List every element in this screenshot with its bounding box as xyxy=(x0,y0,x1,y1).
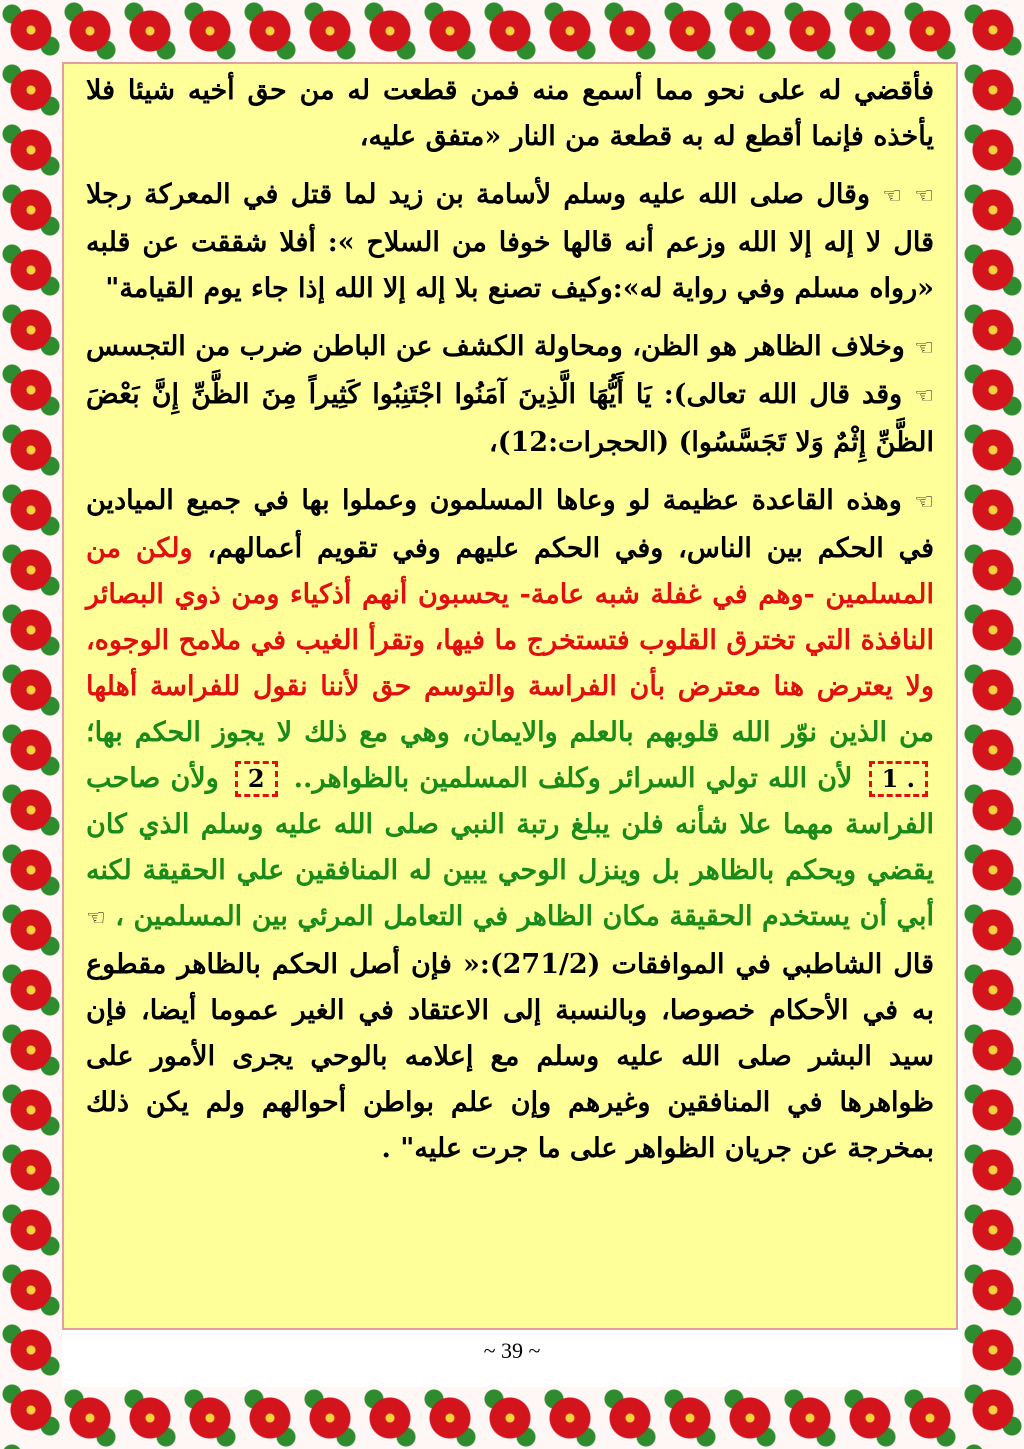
footnote-marker-2[interactable]: 2 xyxy=(235,761,278,797)
page-content xyxy=(86,68,934,1184)
page-frame xyxy=(62,62,958,1330)
paragraph-4-green-text-1: من الذين نوّر الله قلوبهم بالعلم والايمان، وهي مع ذلك لا يجوز الحكم بها؛ xyxy=(86,717,934,748)
pointing-hand-icon: ☜ xyxy=(914,490,934,515)
paragraph-1-text: فأقضي له على نحو مما أسمع منه فمن قطعت له من حق أخيه شيئا فلا يأخذه فإنما أقطع له به قطعة من النار «متفق عليه، xyxy=(86,75,934,152)
page-number: ~ 39 ~ xyxy=(483,1338,541,1363)
pointing-hand-icon: ☜ xyxy=(882,184,902,209)
paragraph-4-green-text-2: لأن الله تولي السرائر وكلف المسلمين بالظواهر.. xyxy=(293,763,853,794)
paragraph-3 xyxy=(86,324,934,466)
paragraph-4-green-text-3: ولأن صاحب الفراسة مهما علا شأنه فلن يبلغ رتبة النبي صلى الله عليه وسلم الذي كان يقضي ويحكم بالظاهر بل وينزل الوحي يبين له المنافقين علي الحقيقة لكنه أبي أن يستخدم الحقيقة مكان الظاهر في التعامل المرئي بين المسلمين ، xyxy=(86,763,934,932)
pointing-hand-icon: ☜ xyxy=(914,336,934,361)
flower-border-right xyxy=(962,0,1024,1449)
paragraph-4-red-text: ولكن من المسلمين -وهم في غفلة شبه عامة- يحسبون أنهم أذكياء ومن ذوي البصائر النافذة التي تخترق القلوب فتستخرج ما فيها، وتقرأ الغيب في ملامح الوجوه، ولا يعترض هنا معترض بأن الفراسة والتوسم حق لأننا نقول للفراسة أهلها xyxy=(86,533,934,702)
flower-border-left xyxy=(0,0,62,1449)
flower-border-top xyxy=(0,0,1024,62)
pointing-hand-icon: ☜ xyxy=(914,384,934,409)
paragraph-4-black-text: وهذه القاعدة عظيمة لو وعاها المسلمون وعملوا بها في جميع الميادين في الحكم بين الناس، وفي الحكم عليهم وفي تقويم أعمالهم، xyxy=(86,485,934,564)
paragraph-5-text: قال الشاطبي في الموافقات (271/2):« فإن أصل الحكم بالظاهر مقطوع به في الأحكام خصوصا، وبالنسبة إلى الاعتقاد في الغير عموما أيضا، فإن سيد البشر صلى الله عليه وسلم مع إعلامه بالوحي يجرى الأمور على ظواهرها في المنافقين وغيرهم وإن علم بواطن أحوالهم ولم يكن ذلك بمخرجة عن جريان الظواهر على ما جرت عليه" . xyxy=(86,949,935,1164)
paragraph-3-text-a: وخلاف الظاهر هو الظن، ومحاولة الكشف عن الباطن ضرب من التجسس xyxy=(86,331,905,362)
flower-border-bottom xyxy=(0,1387,1024,1449)
footnote-marker-1[interactable]: 1 . xyxy=(869,761,928,797)
paragraph-4 xyxy=(86,478,934,1172)
pointing-hand-icon: ☜ xyxy=(914,184,934,209)
paragraph-2 xyxy=(86,172,934,312)
pointing-hand-icon: ☜ xyxy=(86,906,106,931)
paragraph-1 xyxy=(86,68,934,160)
paragraph-2-text: وقال صلى الله عليه وسلم لأسامة بن زيد لما قتل في المعركة رجلا قال لا إله إلا الله وزعم أنه قالها خوفا من السلاح »: أفلا شققت عن قلبه «رواه مسلم وفي رواية له»:وكيف تصنع بلا إله إلا الله إذا جاء يوم القيامة" xyxy=(86,179,934,304)
paragraph-3-text-b: وقد قال الله تعالى): يَا أَيُّهَا الَّذِينَ آمَنُوا اجْتَنِبُوا كَثِيراً مِنَ الظَّنِّ إِنَّ بَعْضَ الظَّنِّ إِثْمٌ وَلا تَجَسَّسُوا) (الحجرات:12)، xyxy=(86,379,934,458)
